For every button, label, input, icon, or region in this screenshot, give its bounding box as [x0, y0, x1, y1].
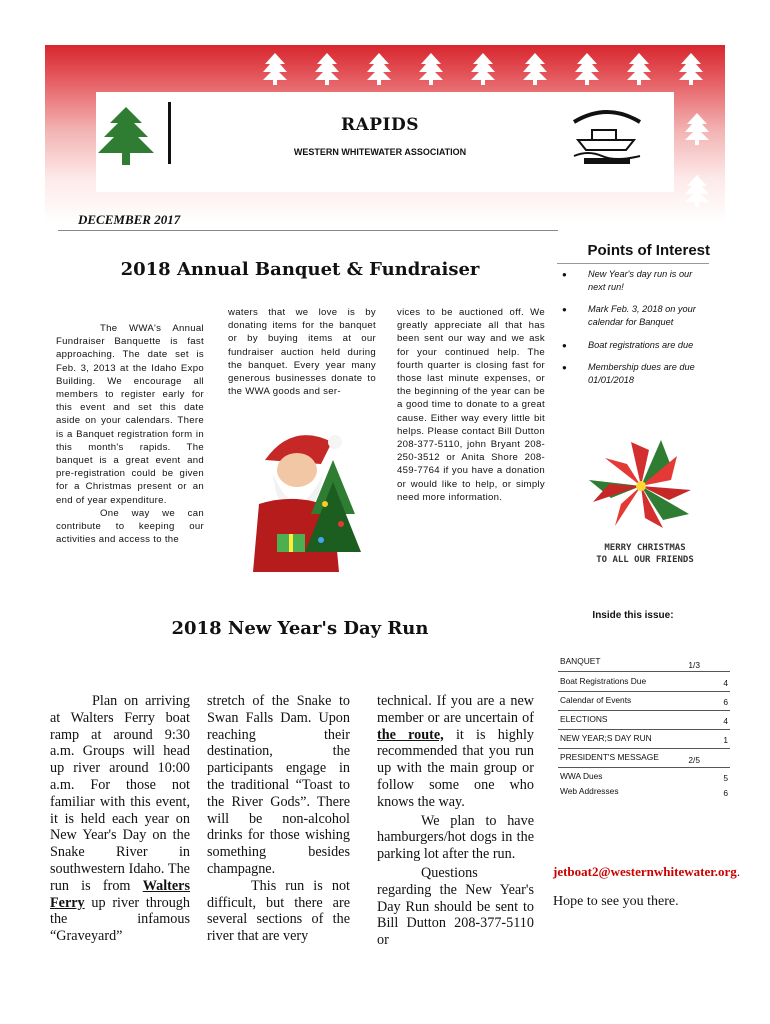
inside-issue-title: Inside this issue:: [592, 610, 674, 621]
newsletter-subtitle: WESTERN WHITEWATER ASSOCIATION: [293, 147, 467, 157]
poi-item: ● New Year's day run is our next run!: [562, 269, 693, 292]
poi-item: ● Membership dues are due 01/01/2018: [562, 362, 695, 385]
banquet-paragraph: One way we can contribute to keeping our activities and access to the: [56, 507, 204, 546]
toc-row[interactable]: NEW YEAR;S DAY RUN 1: [558, 730, 730, 749]
points-of-interest-title: Points of Interest: [587, 242, 710, 259]
bullet-icon: ●: [562, 363, 567, 372]
run-column-2: stretch of the Snake to Swan Falls Dam. Upon reaching their destination, the participants engage in the traditional “Toast to the River Gods”. There will be non-alcohol drinks for those wishing something besides champagne. This run is not difficult, but there are several sections of the river that are very: [207, 693, 350, 945]
run-column-1: Plan on arriving at Walters Ferry boat ramp at around 9:30 a.m. Groups will head up river around 10:00 a.m. For those not familiar with this event, it is held each year on New Year's Day on the Snake River in southwestern Idaho. The run is from Walters Ferry up river through the infamous “Graveyard”: [50, 693, 190, 945]
masthead-divider: [168, 102, 171, 164]
banquet-column-3: vices to be auctioned off. We greatly appreciate all that has been sent our way and we ask for your continued help. The fourth quarter is closing fast for those last minute expenses, or the beginning of the year can be a good time to donate to a great cause. Either way every little bit helps. Please contact Bill Dutton 208-377-5110, john Bryant 208-250-3512 or Anita Shore 208-459-7764 if you have a donation or would like to help, or simply need more information.: [397, 307, 545, 503]
toc-row[interactable]: BANQUET 1/3: [558, 653, 730, 672]
header-rule: [58, 230, 558, 231]
banquet-headline: 2018 Annual Banquet & Fundraiser: [120, 259, 480, 280]
green-tree-icon: [96, 107, 156, 169]
email-link-container: jetboat2@westernwhitewater.org.: [553, 864, 741, 879]
walters-ferry-link[interactable]: Walters Ferry: [50, 877, 190, 911]
closing-line: Hope to see you there.: [553, 894, 679, 909]
wwa-logo: [568, 100, 646, 170]
new-year-run-headline: 2018 New Year's Day Run: [171, 618, 429, 639]
banquet-paragraph: The WWA's Annual Fundraiser Banquette is fast approaching. The date set is Feb. 3, 2013 at the Idaho Expo Building. We encourage all members to register early for this event and set this date aside on your calendars. There is a Banquet registration form in this month's rapids. The banquet is a great event and pre-registration could be given for a Christmas present or an end of year expenditure.: [56, 323, 204, 506]
bullet-icon: ●: [562, 270, 567, 279]
bullet-icon: ●: [562, 305, 567, 314]
newsletter-title: RAPIDS: [340, 115, 420, 135]
toc-row[interactable]: Calendar of Events 6: [558, 692, 730, 711]
sidebar-rule: [557, 263, 709, 264]
email-link[interactable]: jetboat2@westernwhitewater.org: [553, 864, 737, 879]
santa-illustration: [237, 412, 369, 572]
toc-row[interactable]: WWA Dues 5: [560, 771, 728, 783]
holiday-greeting: MERRY CHRISTMAS TO ALL OUR FRIENDS: [596, 543, 694, 565]
poi-item: ● Boat registrations are due: [562, 340, 694, 350]
issue-date: DECEMBER 2017: [78, 212, 181, 227]
toc-row[interactable]: PRESIDENT'S MESSAGE 2/5: [558, 749, 730, 768]
route-link[interactable]: the route,: [377, 726, 444, 743]
toc-row[interactable]: Web Addresses 6: [560, 786, 728, 798]
toc-row[interactable]: Boat Registrations Due 4: [558, 673, 730, 692]
toc-row[interactable]: ELECTIONS 4: [558, 711, 730, 730]
poi-item: ● Mark Feb. 3, 2018 on your calendar for Banquet: [562, 304, 696, 327]
banquet-column-2: waters that we love is by donating items for the banquet or by buying items at our fundraiser auction held during the banquet. Every year many generous businesses donate to the WWA goods and ser-: [228, 307, 376, 398]
banquet-column-1: [56, 322, 204, 546]
run-column-3: technical. If you are a new member or are uncertain of the route, it is highly recommended that you run up with the main group or follow some one who knows the way. We plan to have hamburgers/hot dogs in the parking lot after the run. Questions regarding the New Year's Day Run should be sent to Bill Dutton 208-377-5110 or: [377, 693, 534, 949]
poinsettia-illustration: [586, 438, 696, 536]
bullet-icon: ●: [562, 341, 567, 350]
